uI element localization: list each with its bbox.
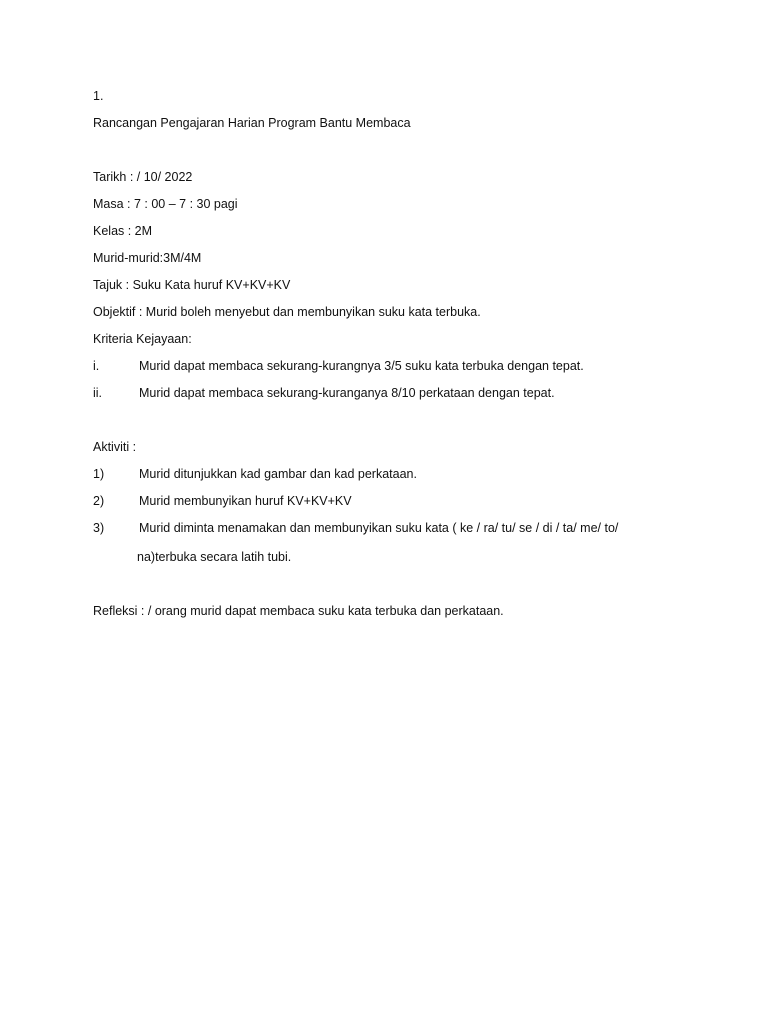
objektif-line: Objektif : Murid boleh menyebut dan membunyikan suku kata terbuka.: [93, 305, 481, 319]
kriteria-heading: Kriteria Kejayaan:: [93, 332, 192, 346]
refleksi-line: Refleksi : / orang murid dapat membaca suku kata terbuka dan perkataan.: [93, 604, 504, 618]
masa-line: Masa : 7 : 00 – 7 : 30 pagi: [93, 197, 238, 211]
kriteria-marker: i.: [93, 359, 100, 373]
aktiviti-heading: Aktiviti :: [93, 440, 137, 454]
aktiviti-item: Murid membunyikan huruf KV+KV+KV: [139, 494, 352, 508]
aktiviti-item: Murid ditunjukkan kad gambar dan kad perkataan.: [139, 467, 417, 481]
section-number: 1.: [93, 89, 104, 103]
document-title: Rancangan Pengajaran Harian Program Bantu Membaca: [93, 116, 411, 130]
kriteria-item: Murid dapat membaca sekurang-kuranganya 8/10 perkataan dengan tepat.: [139, 386, 555, 400]
kelas-line: Kelas : 2M: [93, 224, 153, 238]
tarikh-line: Tarikh : / 10/ 2022: [93, 170, 193, 184]
aktiviti-item: Murid diminta menamakan dan membunyikan suku kata ( ke / ra/ tu/ se / di / ta/ me/ to/: [139, 521, 619, 535]
kriteria-item: Murid dapat membaca sekurang-kurangnya 3/5 suku kata terbuka dengan tepat.: [139, 359, 584, 373]
murid-line: Murid-murid:3M/4M: [93, 251, 202, 265]
kriteria-marker: ii.: [93, 386, 103, 400]
aktiviti-marker: 2): [93, 494, 105, 508]
aktiviti-continuation: na)terbuka secara latih tubi.: [137, 550, 292, 564]
tajuk-line: Tajuk : Suku Kata huruf KV+KV+KV: [93, 278, 291, 292]
aktiviti-marker: 3): [93, 521, 105, 535]
aktiviti-marker: 1): [93, 467, 105, 481]
